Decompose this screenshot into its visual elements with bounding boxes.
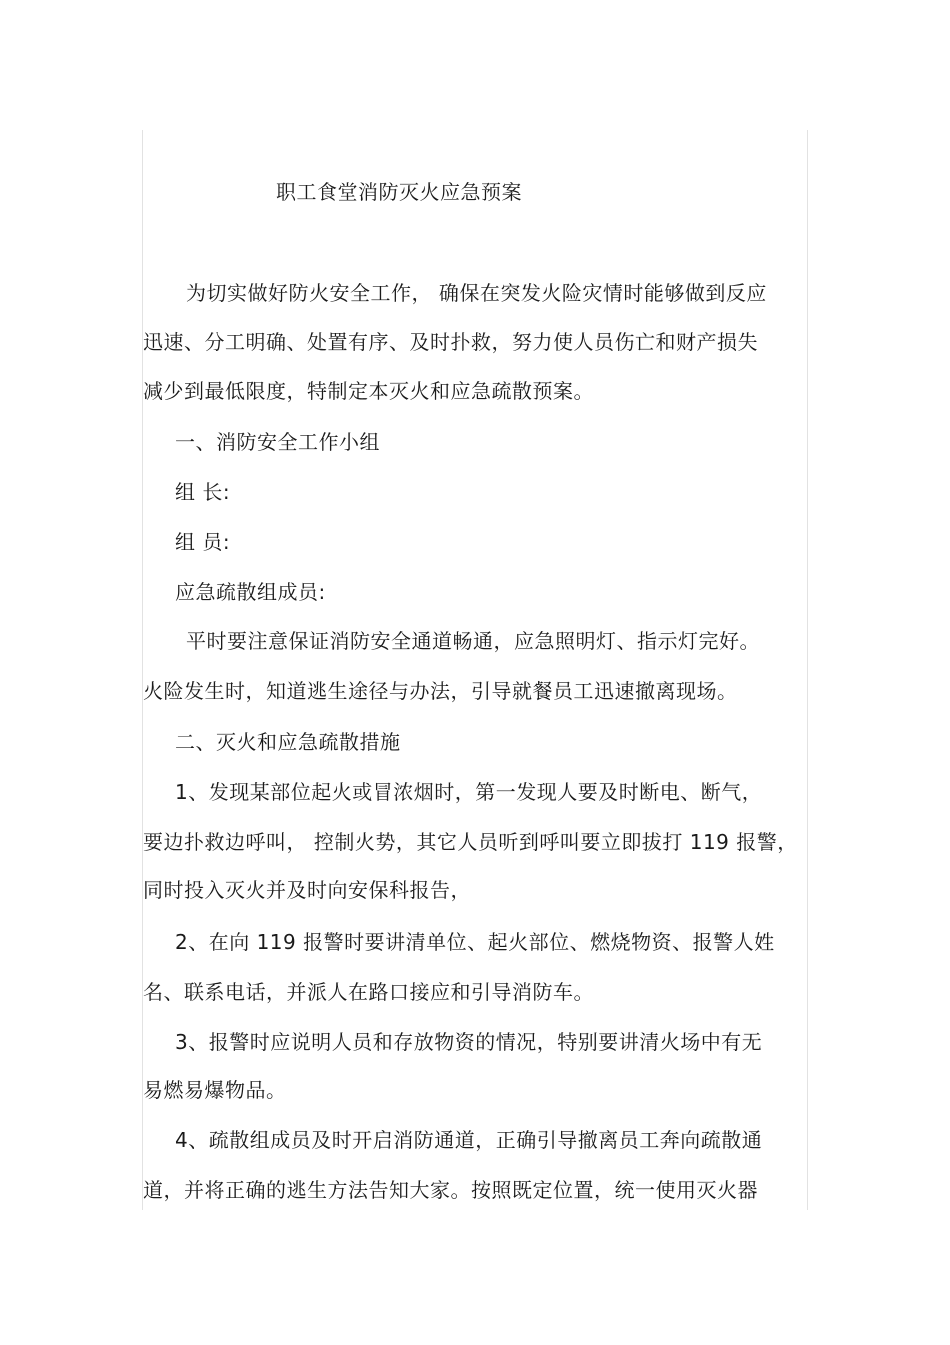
paragraph-line: 同时投入灭火并及时向安保科报告， [143,878,471,902]
paragraph-line: 火险发生时，知道逃生途径与办法，引导就餐员工迅速撤离现场。 [143,679,738,703]
paragraph-line: 为切实做好防火安全工作， 确保在突发火险灾情时能够做到反应 [186,281,767,305]
paragraph-line: 名、联系电话，并派人在路口接应和引导消防车。 [143,980,594,1004]
paragraph-line: 1、发现某部位起火或冒浓烟时，第一发现人要及时断电、断气， [175,780,763,804]
field-label: 组 员: [175,530,231,554]
section-heading: 二、灭火和应急疏散措施 [175,730,401,754]
paragraph-line: 减少到最低限度，特制定本灭火和应急疏散预案。 [143,379,594,403]
paragraph-line: 3、报警时应说明人员和存放物资的情况，特别要讲清火场中有无 [175,1030,763,1054]
paragraph-line: 4、疏散组成员及时开启消防通道，正确引导撤离员工奔向疏散通 [175,1128,763,1152]
field-label: 应急疏散组成员: [175,580,326,604]
paragraph-line: 2、在向 119 报警时要讲清单位、起火部位、燃烧物资、报警人姓 [175,930,775,954]
field-label: 组 长: [175,480,231,504]
document-title: 职工食堂消防灭火应急预案 [276,180,522,204]
paragraph-line: 易燃易爆物品。 [143,1078,287,1102]
paragraph-line: 道，并将正确的逃生方法告知大家。按照既定位置，统一使用灭火器 [143,1178,758,1202]
paragraph-line: 要边扑救边呼叫， 控制火势，其它人员听到呼叫要立即拔打 119 报警， [143,830,798,854]
section-heading: 一、消防安全工作小组 [175,430,380,454]
paragraph-line: 平时要注意保证消防安全通道畅通，应急照明灯、指示灯完好。 [186,629,760,653]
paragraph-line: 迅速、分工明确、处置有序、及时扑救，努力使人员伤亡和财产损失 [143,330,758,354]
